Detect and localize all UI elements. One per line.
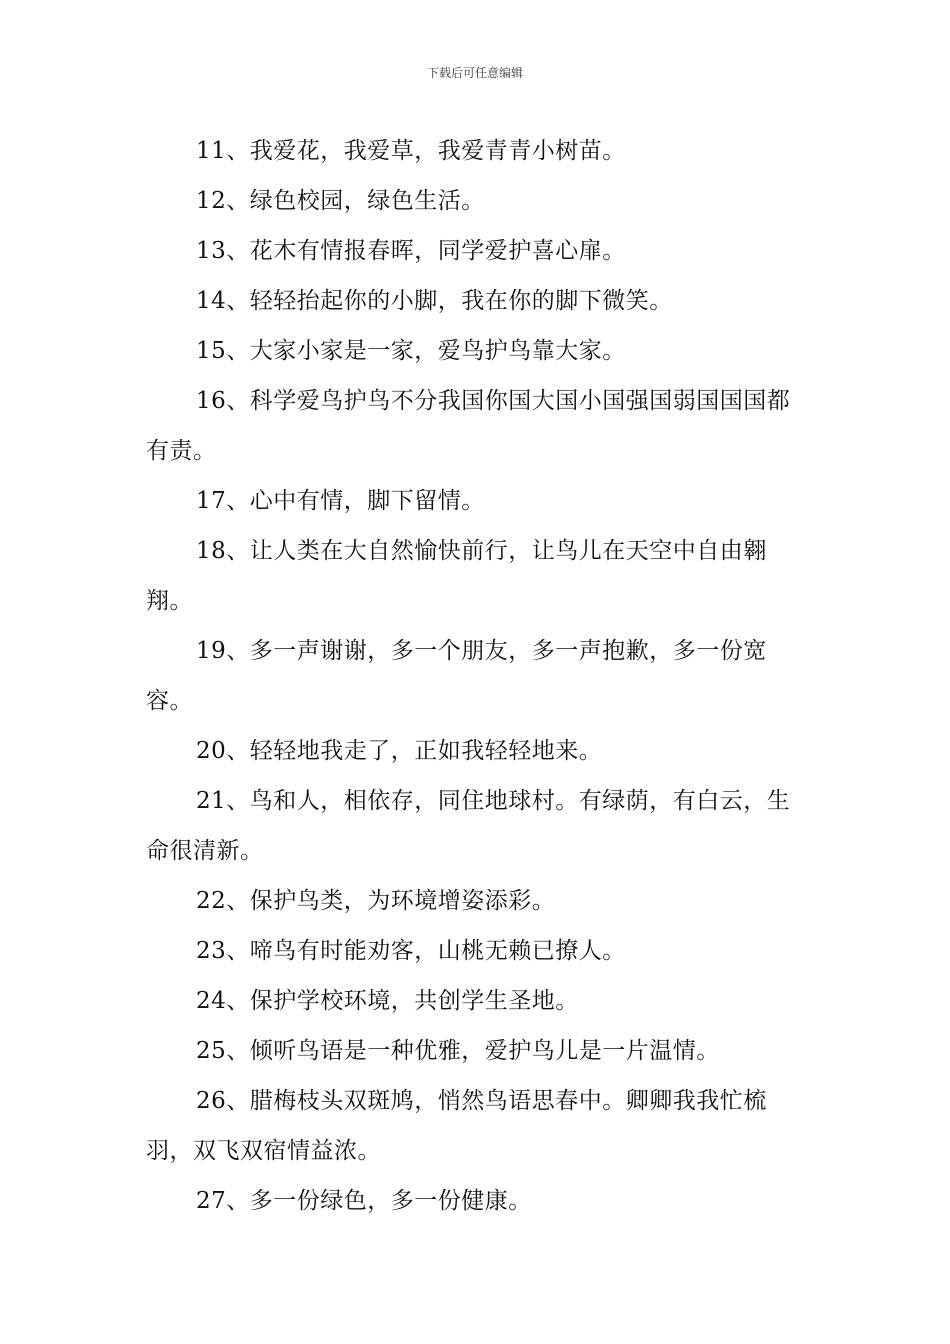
slogan-item: 22、保护鸟类，为环境增姿添彩。 [196, 888, 556, 914]
slogan-item: 18、让人类在大自然愉快前行，让鸟儿在天空中自由翱翔。 [146, 538, 767, 614]
slogan-item: 16、科学爱鸟护鸟不分我国你国大国小国强国弱国国国都有责。 [146, 388, 791, 464]
slogan-item: 14、轻轻抬起你的小脚，我在你的脚下微笑。 [196, 288, 673, 314]
slogan-item: 17、心中有情，脚下留情。 [196, 488, 485, 514]
slogan-item: 19、多一声谢谢，多一个朋友，多一声抱歉，多一份宽容。 [146, 638, 767, 714]
slogan-item: 15、大家小家是一家，爱鸟护鸟靠大家。 [196, 338, 626, 364]
slogan-item: 25、倾听鸟语是一种优雅，爱护鸟儿是一片温情。 [196, 1038, 720, 1064]
slogan-item: 21、鸟和人，相依存，同住地球村。有绿荫，有白云，生命很清新。 [146, 788, 791, 864]
slogan-item: 24、保护学校环境，共创学生圣地。 [196, 988, 579, 1014]
slogan-item: 11、我爱花，我爱草，我爱青青小树苗。 [196, 138, 626, 164]
slogan-item: 13、花木有情报春晖，同学爱护喜心扉。 [196, 238, 626, 264]
page-header: 下载后可任意编辑 [426, 66, 523, 80]
slogan-item: 23、啼鸟有时能劝客，山桃无赖已撩人。 [196, 938, 626, 964]
slogan-item: 12、绿色校园，绿色生活。 [196, 188, 485, 214]
slogan-item: 26、腊梅枝头双斑鸠，悄然鸟语思春中。卿卿我我忙梳羽，双飞双宿情益浓。 [146, 1088, 767, 1164]
slogan-item: 27、多一份绿色，多一份健康。 [196, 1188, 532, 1214]
document-body [146, 126, 810, 1226]
slogan-item: 20、轻轻地我走了，正如我轻轻地来。 [196, 738, 603, 764]
